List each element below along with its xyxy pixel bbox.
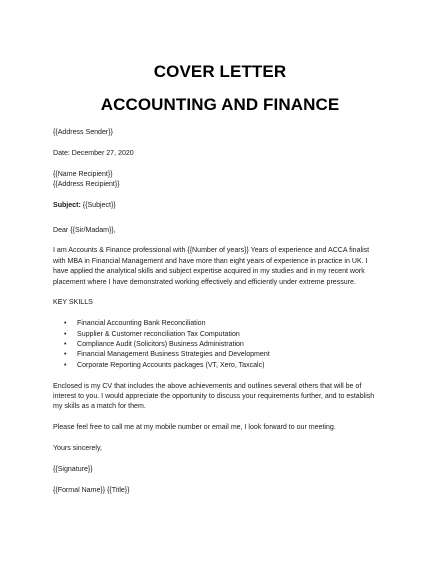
list-item <box>53 350 393 360</box>
skill-text: Corporate Reporting Accounts packages (VT, Xero, Taxcalc) <box>77 361 265 369</box>
bullet-icon: • <box>64 330 67 338</box>
skill-text: Compliance Audit (Solicitors) Business Administration <box>77 341 244 349</box>
list-item <box>53 319 393 329</box>
skill-text: Supplier & Customer reconciliation Tax Computation <box>77 330 240 338</box>
address-sender: {{Address Sender}} <box>53 129 113 136</box>
signature: {{Signature}} <box>53 465 93 473</box>
subject-value: {{Subject}} <box>80 201 116 209</box>
subject-label: Subject: <box>53 201 81 209</box>
skills-list <box>53 319 393 371</box>
list-item <box>53 330 393 340</box>
salutation: Dear {{Sir/Madam}}, <box>53 226 116 234</box>
list-item <box>53 340 393 350</box>
intro-paragraph-line: I am Accounts & Finance professional with {{Number of years}} Years of experience and ACCA finalist <box>53 247 370 255</box>
subject-line <box>53 201 393 211</box>
skill-text: Financial Accounting Bank Reconciliation <box>77 320 206 328</box>
name-recipient: {{Name Recipient}} <box>53 170 113 178</box>
bullet-icon: • <box>64 351 67 359</box>
contact-paragraph: Please feel free to call me at my mobile number or email me, I look forward to our meeting. <box>53 424 336 432</box>
enclosure-paragraph-line: interest to you. I would appreciate the opportunity to discuss your requirements further, and to establish <box>53 393 375 401</box>
letter-body <box>53 128 393 496</box>
document-subtitle: ACCOUNTING AND FINANCE <box>100 95 340 114</box>
skill-text: Financial Management Business Strategies and Development <box>77 351 270 359</box>
letter-date: Date: December 27, 2020 <box>53 149 134 157</box>
document-title: COVER LETTER <box>153 62 287 81</box>
enclosure-paragraph-line: my skills as a match for them. <box>53 403 146 411</box>
closing: Yours sincerely, <box>53 445 102 453</box>
intro-paragraph-line: have applied the analytical skills and subject expertise acquired in my studies and in my recent work <box>53 268 365 276</box>
formal-name: {{Formal Name}} {{Title}} <box>53 486 130 494</box>
list-item <box>53 361 393 371</box>
bullet-icon: • <box>64 361 67 369</box>
bullet-icon: • <box>64 341 67 349</box>
address-recipient: {{Address Recipient}} <box>53 181 120 188</box>
enclosure-paragraph-line: Enclosed is my CV that includes the above achievements and outlines several others that will be of <box>53 382 362 390</box>
intro-paragraph-line: with MBA in Financial Management and have more than eight years of experience in practice in UK. I <box>53 257 368 265</box>
intro-paragraph-line: placement where I have demonstrated working effectively and efficiently under extreme pressure. <box>53 278 356 286</box>
key-skills-heading: KEY SKILLS <box>53 299 93 307</box>
bullet-icon: • <box>64 320 67 328</box>
